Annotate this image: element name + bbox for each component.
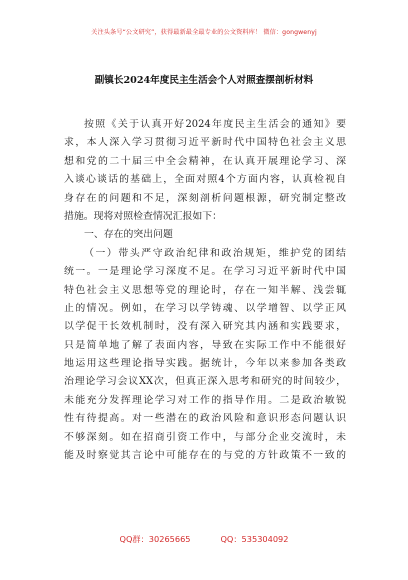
header-promo-banner: 关注头条号“公文研究”，获得最新最全最专业的公文资料库！ 微信：gongwenyj [91,29,317,36]
document-title: 副镇长2024年度民主生活会个人对照查摆剖析材料 [94,75,314,86]
section-heading: 一、存在的突出问题 [84,229,173,241]
document-body [64,116,346,465]
body-line: 不够深刻。如在招商引资工作中，与部分企业交流时，未 [64,431,346,443]
footer-qq-number: QQ：535304092 [220,534,289,544]
body-line: 性有待提高。对一些潜在的政治风险和意识形态问题认识 [64,413,346,425]
body-line: 能及时察觉其言论中可能存在的与党的方针政策不一致的 [64,450,346,462]
body-line: 想和党的二十届三中全会精神，在认真开展理论学习、深 [64,155,346,167]
body-line: 统一。一是理论学习深度不足。在学习习近平新时代中国 [64,266,346,278]
footer-qq-group: QQ群：30265665 [119,534,191,544]
body-line: 地运用这些理论指导实践。据统计，今年以来参加各类政 [64,358,346,370]
body-line: 治理论学习会议XX次，但真正深入思考和研究的时间较少， [64,376,346,388]
body-line: 求，本人深入学习贯彻习近平新时代中国特色社会主义思 [64,137,346,149]
body-line: （一）带头严守政治纪律和政治规矩，维护党的团结 [84,247,346,259]
body-line: 以学促干长效机制时，没有深入研究其内涵和实践要求， [64,321,346,333]
footer-contact [0,534,408,545]
body-line: 措施。现将对照检查情况汇报如下： [64,210,223,222]
body-line: 特色社会主义思想等党的理论时，存在一知半解、浅尝辄 [64,284,346,296]
body-line: 身存在的问题和不足，深刻剖析问题根源，研究制定整改 [64,192,346,204]
body-line: 未能充分发挥理论学习对工作的指导作用。二是政治敏锐 [64,394,346,406]
body-line: 止的情况。例如，在学习以学铸魂、以学增智、以学正风 [64,302,346,314]
body-line: 只是简单地了解了表面内容，导致在实际工作中不能很好 [64,339,346,351]
body-line: 按照《关于认真开好2024年度民主生活会的通知》要 [84,119,346,130]
body-line: 入谈心谈话的基础上，全面对照4个方面内容，认真检视自 [64,174,346,186]
